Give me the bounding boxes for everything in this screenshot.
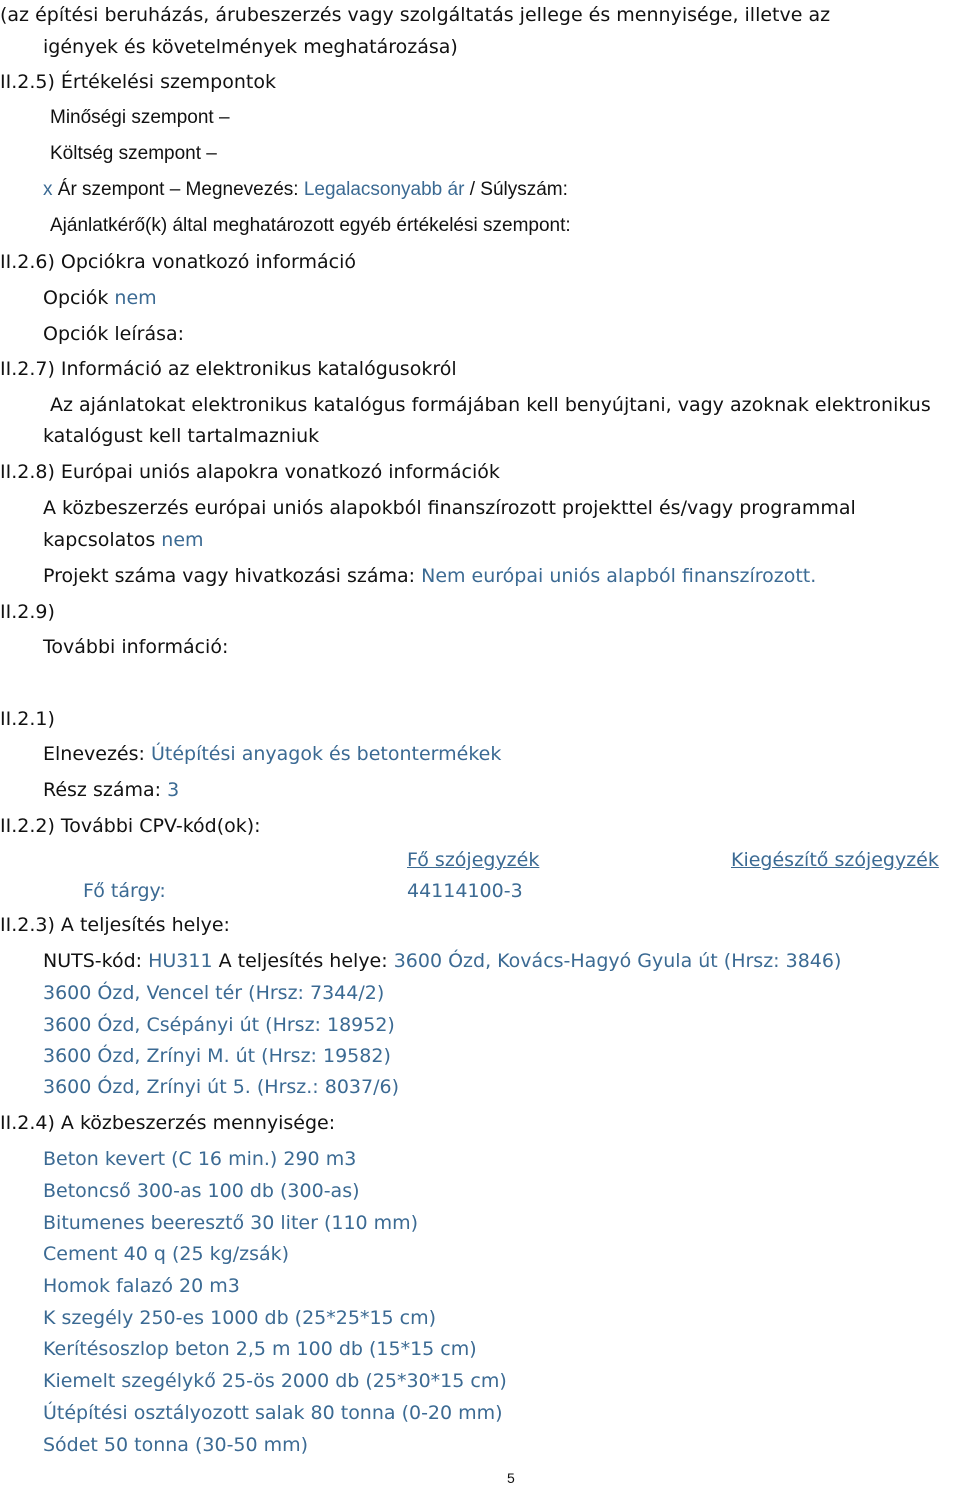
- quantity-item: Betoncső 300-as 100 db (300-as): [43, 1180, 360, 1202]
- cpv-supplementary-vocabulary-header: Kiegészítő szójegyzék: [731, 849, 939, 871]
- options-description: Opciók leírása:: [43, 323, 185, 345]
- quantity-item: Cement 40 q (25 kg/zsák): [43, 1243, 290, 1265]
- quantity-item: K szegély 250-es 1000 db (25*25*15 cm): [43, 1307, 437, 1329]
- place-item: 3600 Ózd, Vencel tér (Hrsz: 7344/2): [43, 982, 385, 1004]
- section-heading-II-2-9: II.2.9): [0, 601, 55, 623]
- catalogue-line-1: Az ajánlatokat elektronikus katalógus formájában kell benyújtani, vagy azoknak elektronikus: [50, 394, 931, 416]
- quantity-item: Sódet 50 tonna (30-50 mm): [43, 1434, 309, 1456]
- part-number-value: 3: [167, 779, 180, 801]
- price-criterion-value: Legalacsonyabb ár: [303, 179, 465, 200]
- quantity-item: Bitumenes beeresztő 30 liter (110 mm): [43, 1212, 419, 1234]
- nuts-value: HU311: [148, 950, 213, 972]
- place-value: 3600 Ózd, Kovács-Hagyó Gyula út (Hrsz: 3846): [393, 950, 842, 972]
- intro-line-2: igények és követelmények meghatározása): [43, 36, 458, 58]
- section-heading-II-2-8: II.2.8) Európai uniós alapokra vonatkozó információk: [0, 461, 500, 483]
- nuts-label: NUTS-kód:: [43, 950, 143, 972]
- part-number-row: [43, 777, 179, 803]
- project-number-row: [43, 563, 816, 589]
- section-heading-II-2-7: II.2.7) Információ az elektronikus katalógusokról: [0, 358, 457, 380]
- part-number-label: Rész száma:: [43, 779, 162, 801]
- section-heading-II-2-2: II.2.2) További CPV-kód(ok):: [0, 815, 261, 837]
- name-label: Elnevezés:: [43, 743, 145, 765]
- catalogue-line-2: katalógust kell tartalmazniuk: [43, 425, 320, 447]
- cpv-main-object-code: 44114100-3: [407, 880, 523, 902]
- options-row: [43, 285, 157, 311]
- project-number-label: Projekt száma vagy hivatkozási száma:: [43, 565, 416, 587]
- options-label: Opciók: [43, 287, 109, 309]
- price-check-mark: x: [43, 179, 53, 200]
- quantity-item: Beton kevert (C 16 min.) 290 m3: [43, 1148, 357, 1170]
- place-label: A teljesítés helye:: [218, 950, 388, 972]
- section-heading-II-2-1: II.2.1): [0, 708, 55, 730]
- place-item: 3600 Ózd, Csépányi út (Hrsz: 18952): [43, 1014, 395, 1036]
- section-heading-II-2-5: II.2.5) Értékelési szempontok: [0, 71, 276, 93]
- name-row: [43, 741, 501, 767]
- project-number-value: Nem európai uniós alapból finanszírozott.: [421, 565, 817, 587]
- eu-funds-line-2: [43, 527, 204, 553]
- price-criterion-label: Ár szempont – Megnevezés:: [57, 179, 299, 200]
- other-criterion: Ajánlatkérő(k) által meghatározott egyéb értékelési szempont:: [50, 215, 571, 236]
- place-item: 3600 Ózd, Zrínyi M. út (Hrsz: 19582): [43, 1045, 391, 1067]
- eu-funds-line-1: A közbeszerzés európai uniós alapokból finanszírozott projekttel és/vagy programmal: [43, 497, 856, 519]
- section-heading-II-2-6: II.2.6) Opciókra vonatkozó információ: [0, 251, 356, 273]
- quantity-item: Útépítési osztályozott salak 80 tonna (0-20 mm): [43, 1402, 503, 1424]
- cost-criterion: Költség szempont –: [50, 143, 217, 164]
- name-value: Útépítési anyagok és betontermékek: [150, 743, 502, 765]
- cpv-main-object-label: Fő tárgy:: [83, 880, 166, 902]
- eu-funds-value: nem: [161, 529, 204, 551]
- section-heading-II-2-3: II.2.3) A teljesítés helye:: [0, 914, 230, 936]
- page-number: 5: [507, 1470, 515, 1486]
- quantity-item: Kerítésoszlop beton 2,5 m 100 db (15*15 cm): [43, 1338, 477, 1360]
- quality-criterion: Minőségi szempont –: [50, 107, 230, 128]
- intro-line-1: (az építési beruházás, árubeszerzés vagy szolgáltatás jellege és mennyisége, illetve az: [0, 4, 831, 26]
- price-criterion: [43, 177, 568, 203]
- eu-funds-label: kapcsolatos: [43, 529, 156, 551]
- weight-label: / Súlyszám:: [469, 179, 568, 200]
- options-value: nem: [114, 287, 157, 309]
- section-heading-II-2-4: II.2.4) A közbeszerzés mennyisége:: [0, 1112, 336, 1134]
- quantity-item: Kiemelt szegélykő 25-ös 2000 db (25*30*15 cm): [43, 1370, 507, 1392]
- further-information: További információ:: [43, 636, 229, 658]
- quantity-item: Homok falazó 20 m3: [43, 1275, 240, 1297]
- place-item: 3600 Ózd, Zrínyi út 5. (Hrsz.: 8037/6): [43, 1076, 399, 1098]
- cpv-main-vocabulary-header: Fő szójegyzék: [407, 849, 540, 871]
- nuts-row: [43, 948, 841, 974]
